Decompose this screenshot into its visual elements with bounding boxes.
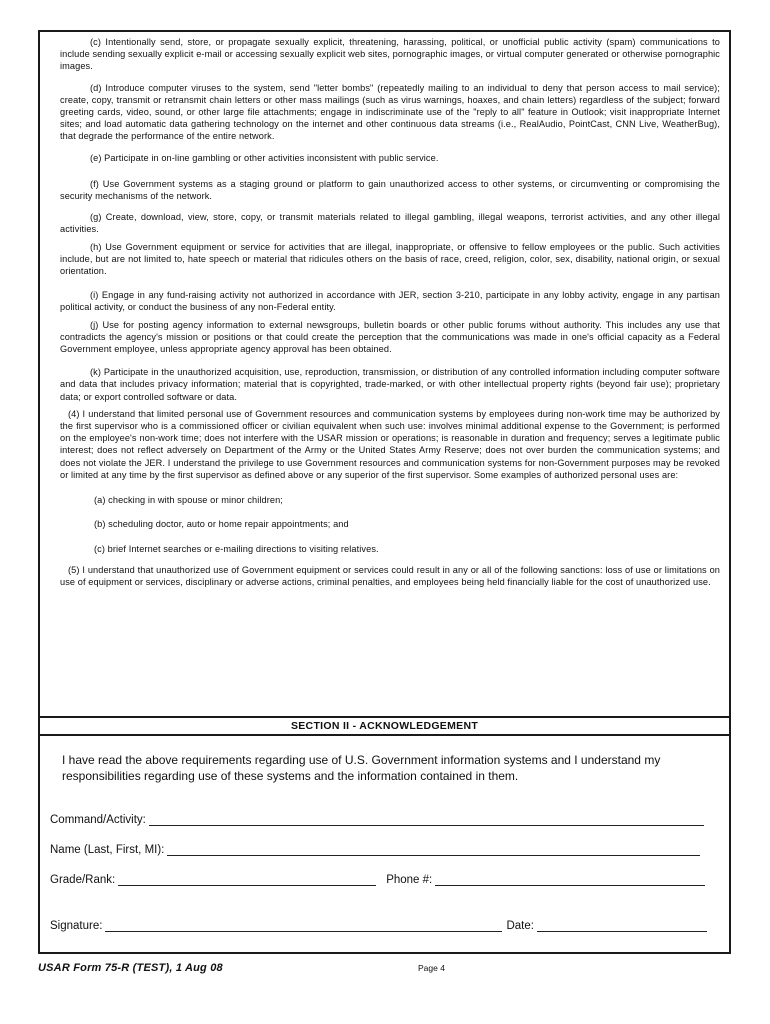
policy-item-f: (f) Use Government systems as a staging ground or platform to gain unauthorized access to other systems, or circumventing or compromising the security mechanisms of the network. [60, 178, 720, 202]
page-number: Page 4 [418, 963, 445, 973]
date-input[interactable] [537, 920, 707, 932]
date-label: Date: [506, 920, 534, 932]
command-row [50, 814, 704, 826]
policy-item-g: (g) Create, download, view, store, copy, or transmit materials related to illegal gambling, illegal weapons, terrorist activities, and any other illegal activities. [60, 212, 720, 235]
section-divider-bottom [38, 734, 731, 736]
signature-row [50, 920, 707, 932]
policy-item-e: (e) Participate in on-line gambling or other activities inconsistent with public service. [90, 152, 439, 163]
policy-item-d: (d) Introduce computer viruses to the system, send "letter bombs" (repeatedly mailing to an individual to deny that person access to mail service); create, copy, transmit or retransmit chain letters or other mass mailings (such as virus warnings, hoaxes, and chain letters) regardless of the subject; forward greeting cards, video, sound, or other large file attachments; engage in indiscriminate use of the "reply to all" feature in Outlook; visit inappropriate Internet sites; and load automatic data gathering technology on the internet and other continuous data streams (i.e., RealAudio, PointCast, CNN Live, WeatherBug), that degrade the performance of the entire network. [60, 82, 720, 142]
command-input[interactable] [149, 814, 704, 826]
command-label: Command/Activity: [50, 814, 146, 826]
personal-use-a: (a) checking in with spouse or minor children; [94, 495, 283, 506]
grade-input[interactable] [118, 874, 376, 886]
policy-item-4: (4) I understand that limited personal use of Government resources and communication systems by employees during non-work time may be authorized by the first supervisor who is a commissioned officer or civilian equivalent when such use: involves minimal additional expense to the Government; is performed on the employee's non-work time; does not interfere with the USAR mission or operations; is reasonable in duration and frequency; serves a legitimate public interest; does not reflect adversely on Department of the Army or the United States Army Reserve; does not over burden the communication systems; and does not violate the JER. I understand the privilege to use Government resources and communication systems for non-Government purposes may be revoked or limited at any time by the first supervisor as defined above or any superior of the first supervisor. Some examples of authorized personal uses are: [60, 408, 720, 480]
form-identifier: USAR Form 75-R (TEST), 1 Aug 08 [38, 962, 223, 974]
name-input[interactable] [167, 844, 700, 856]
policy-item-5: (5) I understand that unauthorized use of Government equipment or services could result in any or all of the following sanctions: loss of use or limitations on use of equipment or services, disciplinary or adverse actions, criminal penalties, and employees being held financially liable for the cost of unauthorized use. [60, 564, 720, 587]
name-label: Name (Last, First, MI): [50, 844, 165, 856]
grade-row [50, 874, 705, 886]
phone-input[interactable] [435, 874, 705, 886]
policy-item-h: (h) Use Government equipment or service for activities that are illegal, inappropriate, or offensive to fellow employees or the public. Such activities include, but are not limited to, hate speech or material that ridicules others on the basis of race, creed, religion, color, sex, disability, national origin, or sexual orientation. [60, 241, 720, 277]
acknowledgement-statement: I have read the above requirements regarding use of U.S. Government information systems and I understand my responsibilities regarding use of these systems and the information contained in them. [62, 753, 661, 783]
signature-input[interactable] [105, 920, 502, 932]
section-divider-top [38, 716, 731, 718]
personal-use-c: (c) brief Internet searches or e-mailing directions to visiting relatives. [94, 543, 379, 554]
policy-text [60, 36, 720, 597]
personal-use-b: (b) scheduling doctor, auto or home repair appointments; and [94, 519, 349, 530]
policy-item-i: (i) Engage in any fund-raising activity not authorized in accordance with JER, section 3-210, participate in any lobby activity, engage in any partisan political activity, or conduct the business of any non-Federal entity. [60, 290, 720, 313]
policy-item-j: (j) Use for posting agency information to external newsgroups, bulletin boards or other public forums without authority. This includes any use that contradicts the agency's mission or positions or that could create the perception that the communications was made in one's official capacity as a Federal Government employee, unless appropriate agency approval has been obtained. [60, 319, 720, 355]
signature-label: Signature: [50, 920, 103, 932]
name-row [50, 844, 700, 856]
phone-label: Phone #: [386, 874, 433, 886]
grade-label: Grade/Rank: [50, 874, 116, 886]
policy-item-k: (k) Participate in the unauthorized acquisition, use, reproduction, transmission, or distribution of any controlled information including computer software and data that includes privacy information; material that is copyrighted, trade-marked, or with other intellectual property rights (beyond fair use); proprietary data; or export controlled software or data. [60, 367, 720, 402]
policy-item-c: (c) Intentionally send, store, or propagate sexually explicit, threatening, harassing, political, or unofficial public activity (spam) communications to include sending sexually explicit e-mail or accessing sexually explicit web sites, pornographic images, or virtual computer generated or otherwise pornographic images. [60, 37, 720, 72]
section-title: SECTION II - ACKNOWLEDGEMENT [290, 720, 479, 732]
